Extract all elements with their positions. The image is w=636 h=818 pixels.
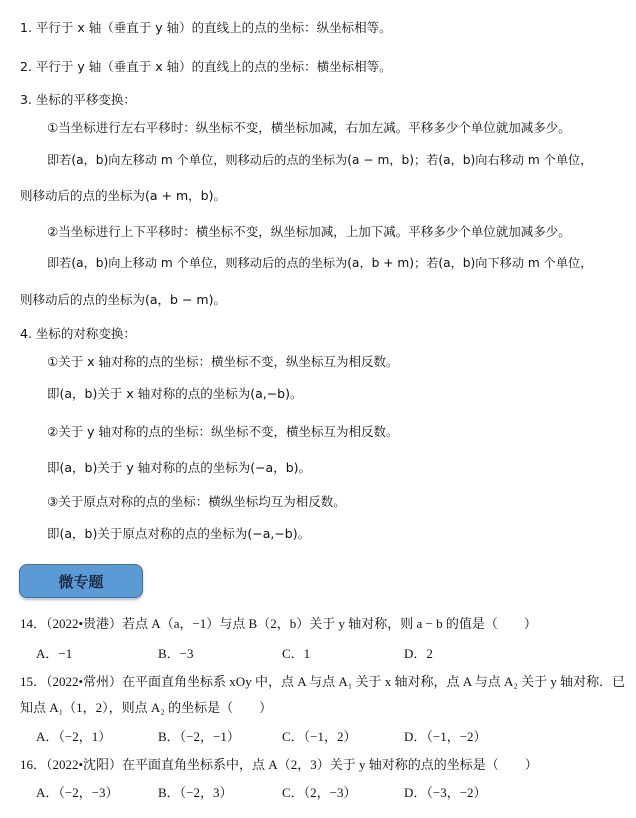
question-15-stem-cont: 知点 A₁（1，2），则点 A₂ 的坐标是（ ） — [20, 700, 273, 715]
question-14-option-b: B．−3 — [158, 646, 194, 661]
rule-4-item-3: ③关于原点对称的点的坐标：横纵坐标均互为相反数。 — [47, 494, 346, 509]
question-14-stem: 14．（2022•贵港）若点 A（a，−1）与点 B（2，b）关于 y 轴对称，则 a − b 的值是（ ） — [20, 616, 537, 631]
question-16-option-a: A．（−2，−3） — [36, 785, 119, 800]
rule-4-item-2: ②关于 y 轴对称的点的坐标：纵坐标不变，横坐标互为相反数。 — [47, 424, 399, 439]
section-badge: 微专题 — [19, 564, 143, 598]
rule-1: 1. 平行于 x 轴（垂直于 y 轴）的直线上的点的坐标：纵坐标相等。 — [20, 20, 392, 35]
rule-2: 2. 平行于 y 轴（垂直于 x 轴）的直线上的点的坐标：横坐标相等。 — [20, 59, 392, 74]
question-14-option-c: C．1 — [282, 646, 311, 661]
question-15-option-a: A．（−2，1） — [36, 729, 112, 744]
rule-4-example-2: 即(a，b)关于 y 轴对称的点的坐标为(−a，b)。 — [47, 460, 312, 475]
rule-4-heading: 4. 坐标的对称变换： — [20, 326, 136, 341]
rule-3-example-1-cont: 则移动后的点的坐标为(a + m，b)。 — [20, 188, 226, 203]
question-16-stem: 16．（2022•沈阳）在平面直角坐标系中，点 A（2，3）关于 y 轴对称的点的坐标是（ ） — [20, 757, 538, 772]
rule-3-example-1: 即若(a，b)向左移动 m 个单位，则移动后的点的坐标为(a − m，b)；若(a，b)向右移动 m 个单位， — [47, 153, 593, 167]
question-14-option-d: D．2 — [404, 646, 433, 661]
rule-4-item-1: ①关于 x 轴对称的点的坐标：横坐标不变，纵坐标互为相反数。 — [47, 354, 399, 369]
question-15-option-b: B．（−2，−1） — [158, 729, 240, 744]
rule-4-example-3: 即(a，b)关于原点对称的点的坐标为(−a,−b)。 — [47, 526, 311, 541]
question-16-option-b: B．（−2，3） — [158, 785, 233, 800]
rule-3-item-2: ②当坐标进行上下平移时：横坐标不变，纵坐标加减，上加下减。平移多少个单位就加减多少。 — [47, 224, 571, 239]
question-16-option-d: D．（−3，−2） — [404, 785, 487, 800]
question-14-option-a: A．−1 — [36, 646, 73, 661]
rule-3-item-1: ①当坐标进行左右平移时：纵坐标不变，横坐标加减，右加左减。平移多少个单位就加减多少。 — [47, 120, 571, 135]
rule-4-example-1: 即(a，b)关于 x 轴对称的点的坐标为(a,−b)。 — [47, 386, 303, 401]
rule-3-example-2-cont: 则移动后的点的坐标为(a，b − m)。 — [20, 292, 226, 307]
question-16-option-c: C．（2，−3） — [282, 785, 357, 800]
question-15-option-c: C．（−1，2） — [282, 729, 357, 744]
rule-3-example-2: 即若(a，b)向上移动 m 个单位，则移动后的点的坐标为(a，b + m)；若(a，b)向下移动 m 个单位， — [47, 256, 593, 270]
rule-3-heading: 3. 坐标的平移变换： — [20, 92, 136, 107]
question-15-stem: 15．（2022•常州）在平面直角坐标系 xOy 中，点 A 与点 A₁ 关于 x 轴对称，点 A 与点 A₂ 关于 y 轴对称．已 — [20, 674, 626, 689]
question-15-option-d: D．（−1，−2） — [404, 729, 487, 744]
